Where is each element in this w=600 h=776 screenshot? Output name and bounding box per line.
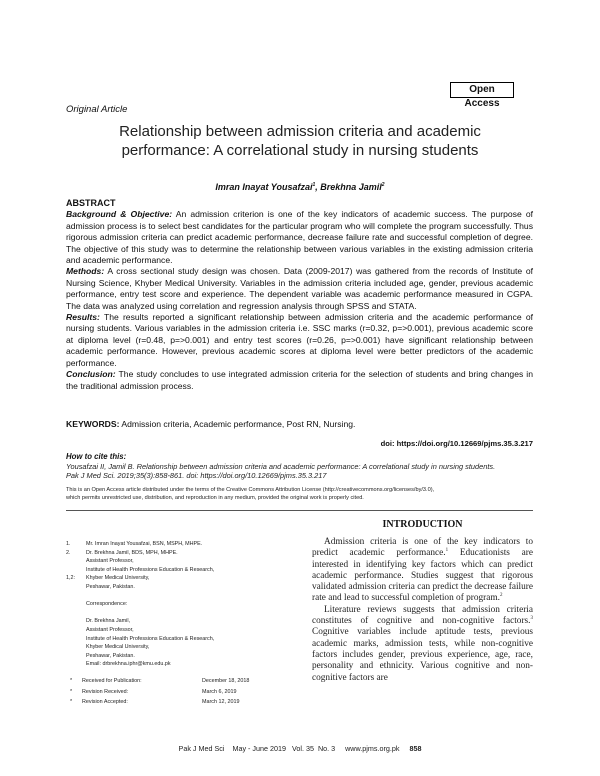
- footnote-text: Assistant Professor,: [86, 558, 134, 565]
- how-to-cite: [66, 452, 533, 481]
- introduction-heading: INTRODUCTION: [382, 519, 463, 530]
- footnote-text: Peshawar, Pakistan.: [86, 583, 135, 590]
- footnote-num: [66, 660, 86, 669]
- footnote-line: [66, 574, 288, 583]
- background-label: Background & Objective:: [66, 209, 173, 220]
- footnote-text: Assistant Professor,: [86, 626, 134, 633]
- abstract-methods: [66, 266, 533, 312]
- footnote-text: Mr. Imran Inayat Yousafzai, BSN, MSPH, MHPE.: [86, 541, 203, 547]
- footnote-num: [66, 592, 86, 601]
- abstract: [66, 198, 533, 392]
- footnote-num: 1,2:: [66, 575, 75, 582]
- received-date-row: [66, 698, 288, 707]
- footer-journal-info: Pak J Med Sci May - June 2019 Vol. 35 No. 3 www.pjms.org.pk: [178, 744, 400, 753]
- footnote-num: [66, 643, 86, 652]
- footnote-line: [66, 617, 288, 626]
- footnote-line: [66, 557, 288, 566]
- footnote-line: [66, 583, 288, 592]
- how-to-cite-heading: How to cite this:: [66, 452, 127, 461]
- received-label: Revision Accepted:: [82, 699, 128, 706]
- author-1-affil: 1: [312, 182, 316, 188]
- intro-text: Literature reviews suggests that admission criteria constitutes of cognitive and non-cognitive factors.: [312, 604, 533, 627]
- citation-ref[interactable]: 2: [499, 593, 503, 599]
- methods-text: A cross sectional study design was chosen. Data (2009-2017) was gathered from the records of Institute of Nursing Science, Khyber Medical University. Variables in the admission criteria included age, gender, previous academic performance, entry test score and experience. The dependent variable was academic performance measured in CGPA. The data was analyzed using correlation and regression analysis through SPSS and STATA.: [66, 266, 533, 311]
- received-label: Received for Publication:: [82, 677, 142, 684]
- background-text: An admission criterion is one of the key indicators of academic success. The purpose of admission process is to select best candidates for the particular program who will complete the program successfully. Thus rigorous admission criteria can predict academic performance, decrease failure rate and successful completion of degree. The objective of this study was to determine the relationship between various variables in the existing admission criteria and academic performance.: [66, 209, 534, 266]
- license-line-2: which permits unrestricted use, distribution, and reproduction in any medium, provided the original work is properly cited.: [66, 495, 364, 502]
- author-2-affil: 2: [381, 182, 385, 188]
- abstract-background: [66, 209, 533, 266]
- intro-text: Admission criteria is one of the key indicators to predict academic performance.: [312, 537, 533, 559]
- results-label: Results:: [66, 312, 100, 323]
- footnote-num: [66, 609, 86, 618]
- license-notice: [66, 486, 533, 503]
- footnote-text: Khyber Medical University,: [86, 575, 150, 582]
- author-sep: ,: [315, 182, 321, 192]
- received-date: December 18, 2018: [202, 677, 250, 684]
- page-number: 858: [409, 744, 422, 753]
- footnote-line: [66, 652, 288, 661]
- author-list: [100, 182, 500, 192]
- article-title: Relationship between admission criteria and academic performance: A correlational study in nursing students: [119, 123, 481, 159]
- methods-label: Methods:: [66, 266, 105, 277]
- footnote-line: [66, 549, 288, 558]
- citation-ref[interactable]: 3: [530, 615, 533, 621]
- received-date: March 12, 2019: [202, 699, 240, 706]
- license-line-1: This is an Open Access article distributed under the terms of the Creative Commons Attribution License (http://creativecommons.org/licenses/by/3.0),: [66, 487, 435, 493]
- received-date-row: [66, 688, 288, 697]
- footnote-text: Dr. Brekhna Jamil, BDS, MPH, MHPE.: [86, 549, 178, 556]
- footnote-text: Dr. Brekhna Jamil,: [86, 618, 131, 625]
- footnote-num: [66, 566, 86, 575]
- footnote-num: 2.: [66, 549, 71, 556]
- footnote-line: [66, 643, 288, 652]
- footnote-line: [66, 566, 288, 575]
- page-footer: [0, 744, 600, 753]
- footnote-num: [66, 617, 86, 626]
- abstract-results: [66, 312, 533, 369]
- received-bullet: *: [70, 677, 73, 684]
- footnote-text: Email: drbrekhna.iphr@kmu.edu.pk: [86, 661, 171, 668]
- received-date-row: [66, 677, 288, 686]
- keywords-label: KEYWORDS:: [66, 419, 120, 429]
- citation-line-1: Yousafzai II, Jamil B. Relationship between admission criteria and academic performance: A correlational study in nursing students.: [66, 461, 496, 471]
- footnote-num: [66, 583, 86, 592]
- conclusion-label: Conclusion:: [66, 369, 116, 380]
- abstract-heading: ABSTRACT: [66, 198, 116, 208]
- results-text: The results reported a significant relationship between admission criteria and the academic performance of nursing students. Various variables in the admission criteria i.e. SSC marks (r=0.32, p=>0.001), previous academic score at diploma level (r=0.48, p=>0.001) and entry test scores (r=0.26, p=>0.001) have significant relationship between academic performance. However, previous academic scores at diploma level were better predictors of the academic performance.: [66, 312, 533, 368]
- footnote-line: [66, 635, 288, 644]
- footnote-num: [66, 626, 86, 635]
- footnote-line: [66, 540, 288, 549]
- footnote-text: Peshawar, Pakistan.: [86, 652, 135, 659]
- intro-paragraph-1: [312, 537, 533, 605]
- footnote-line: [66, 609, 288, 618]
- doi-link[interactable]: doi: https://doi.org/10.12669/pjms.35.3.217: [380, 439, 533, 448]
- received-bullet: *: [70, 688, 73, 695]
- citation-line-2: Pak J Med Sci. 2019;35(3):858-861. doi: https://doi.org/10.12669/pjms.35.3.217: [66, 471, 327, 481]
- footnote-num: 1.: [66, 541, 71, 547]
- received-bullet: *: [70, 699, 73, 706]
- footnote-line: [66, 592, 288, 601]
- citation-ref[interactable]: 1: [445, 548, 449, 554]
- intro-paragraph-2: [312, 605, 533, 684]
- intro-text: Educationists are interested in identifying key factors which can predict academic performance. Studies suggest that rigorous validated admission criteria can predict the decrease failure rate and lead to successful completion of program.: [312, 548, 533, 604]
- section-divider: [66, 510, 533, 511]
- footnote-text: Institute of Health Professions Education & Research,: [86, 635, 215, 642]
- footnote-text: [86, 592, 288, 601]
- footnote-line: [66, 660, 288, 669]
- author-2: Brekhna Jamil: [320, 182, 382, 192]
- footnote-num: [66, 652, 86, 661]
- article-type: Original Article: [66, 104, 128, 115]
- keywords: [66, 419, 533, 429]
- footnote-num: [66, 600, 86, 609]
- footnote-text: Correspondence:: [86, 601, 128, 608]
- affiliation-footnotes: [66, 540, 288, 707]
- received-date: March 6, 2019: [202, 688, 237, 695]
- footnote-text: Khyber Medical University,: [86, 644, 150, 651]
- abstract-conclusion: [66, 369, 533, 392]
- footnote-text: Institute of Health Professions Education & Research,: [86, 566, 215, 573]
- author-1: Imran Inayat Yousafzai: [215, 182, 313, 192]
- conclusion-text: The study concludes to use integrated admission criteria for the selection of students and bring changes in the traditional admission process.: [66, 369, 533, 391]
- footnote-line: [66, 626, 288, 635]
- keywords-text: Admission criteria, Academic performance, Post RN, Nursing.: [119, 419, 356, 429]
- footnote-num: [66, 635, 86, 644]
- intro-text: Cognitive variables include aptitude tests, previous academic marks, admission tests, while non-cognitive factors includes gender, previous experience, age, race, personality and ethnicity. Various cognitive and non-cognitive factors are: [312, 627, 533, 683]
- introduction-body: [312, 537, 533, 684]
- footnote-text: [86, 609, 288, 618]
- received-label: Revision Received:: [82, 688, 129, 695]
- footnote-line: [66, 600, 288, 609]
- footnote-num: [66, 557, 86, 566]
- open-access-badge: Open Access: [450, 82, 514, 98]
